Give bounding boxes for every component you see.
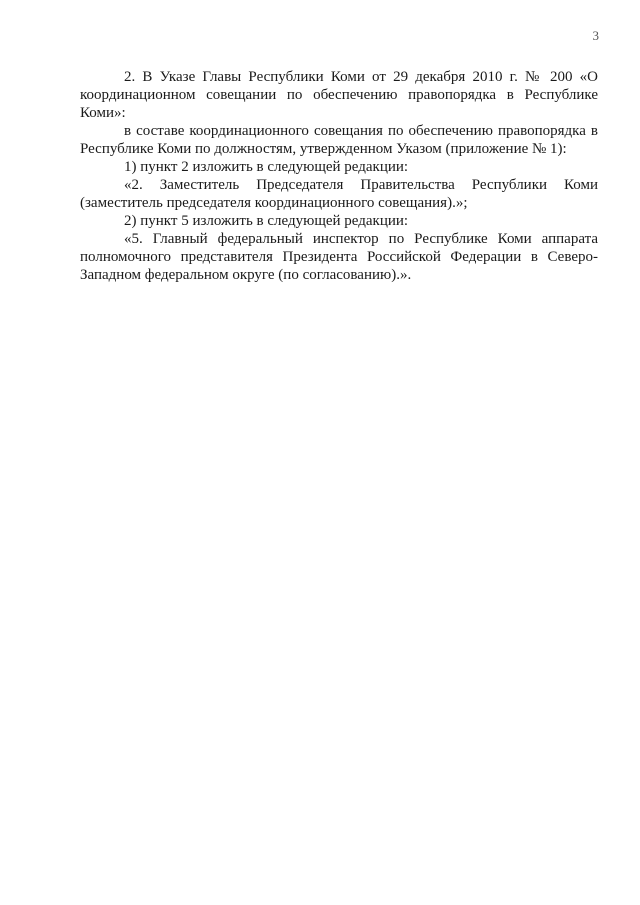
page-number: 3 <box>592 28 599 43</box>
paragraph-composition: в составе координационного совещания по обеспечению правопорядка в Республике Коми по должностям, утвержденном Указом (приложение № 1): <box>80 123 598 157</box>
document-body <box>80 68 598 284</box>
paragraph-item-2: 2) пункт 5 изложить в следующей редакции: <box>124 213 409 229</box>
paragraph-decree-intro: 2. В Указе Главы Республики Коми от 29 декабря 2010 г. № 200 «О координационном совещании по обеспечению правопорядка в Республике Коми»: <box>80 69 598 121</box>
paragraph-item-1-text: «2. Заместитель Председателя Правительства Республики Коми (заместитель председателя координационного совещания).»; <box>80 177 598 211</box>
paragraph-item-1: 1) пункт 2 изложить в следующей редакции: <box>124 159 409 175</box>
paragraph-item-2-text: «5. Главный федеральный инспектор по Республике Коми аппарата полномочного представителя Президента Российской Федерации в Северо-Западном федеральном округе (по согласованию).». <box>80 231 598 283</box>
